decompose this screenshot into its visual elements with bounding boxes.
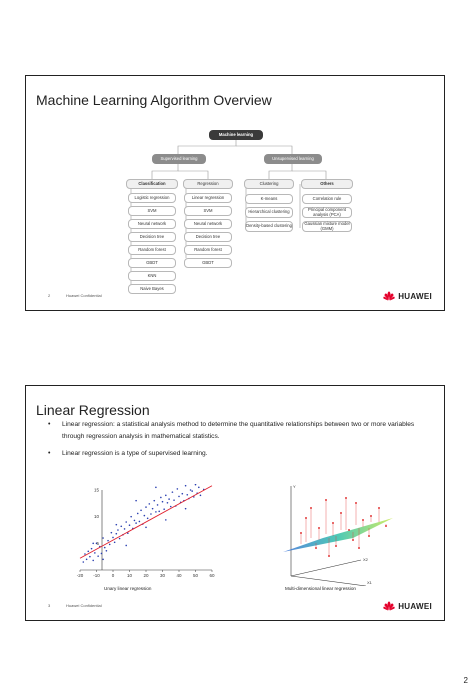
bullet-icon: • xyxy=(48,450,51,457)
document-page-number: 2 xyxy=(463,676,468,685)
tree-node-unsupervised: Unsupervised learning xyxy=(264,154,322,164)
tree-leaf-gbdt: GBDT xyxy=(128,258,176,268)
data-point xyxy=(198,487,200,489)
data-point xyxy=(305,517,307,519)
data-point xyxy=(190,489,192,491)
tree-node-others: Others xyxy=(301,179,353,189)
huawei-petal-icon xyxy=(383,291,395,301)
data-point xyxy=(97,555,99,557)
tree-leaf-random-forest: Random forest xyxy=(184,245,232,255)
tree-leaf-linear-regression: Linear regression xyxy=(184,193,232,203)
data-point xyxy=(86,559,88,561)
footer-page-number: 3 xyxy=(48,603,51,608)
data-point xyxy=(335,545,337,547)
footer-confidential: Huawei Confidential xyxy=(66,603,102,608)
axis-label-x1: X1 xyxy=(367,580,372,585)
tree-node-clustering: Clustering xyxy=(244,179,294,189)
data-point xyxy=(200,495,202,497)
tree-node-regression: Regression xyxy=(183,179,233,189)
axis-label-y: Y xyxy=(293,484,296,489)
data-point xyxy=(114,541,116,543)
data-point xyxy=(92,560,94,562)
x-tick-label: 40 xyxy=(176,573,182,578)
data-point xyxy=(139,521,141,523)
bullet-text: Linear regression is a type of supervised learning. xyxy=(62,450,208,457)
data-point xyxy=(168,498,170,500)
x-tick-label: 20 xyxy=(143,573,149,578)
data-point xyxy=(165,519,167,521)
chart-fit-line xyxy=(80,486,212,559)
bullet-icon: • xyxy=(48,421,51,428)
data-point xyxy=(147,517,149,519)
x-tick-label: 50 xyxy=(192,573,199,578)
data-point xyxy=(135,522,137,524)
data-point xyxy=(116,533,118,535)
footer-confidential: Huawei Confidential xyxy=(66,293,102,298)
data-point xyxy=(182,493,184,495)
tree-node-classification: Classification xyxy=(126,179,178,189)
x-tick-label: 0 xyxy=(111,573,115,578)
huawei-logo xyxy=(383,600,432,612)
tree-leaf-svm: SVM xyxy=(184,206,232,216)
data-point xyxy=(368,535,370,537)
data-point xyxy=(355,502,357,504)
data-point xyxy=(195,484,197,485)
tree-leaf-decision-tree: Decision tree xyxy=(128,232,176,242)
data-point xyxy=(153,500,155,502)
tree-leaf-decision-tree: Decision tree xyxy=(184,232,232,242)
tree-leaf-neural-network: Neural network xyxy=(184,219,232,229)
data-point xyxy=(102,559,104,561)
data-point xyxy=(362,519,364,521)
caption-unary: Unary linear regression xyxy=(104,586,152,591)
footer-page-number: 2 xyxy=(48,293,51,298)
data-point xyxy=(170,506,172,508)
data-point xyxy=(345,497,347,499)
data-point xyxy=(186,494,188,496)
data-point xyxy=(150,513,152,515)
data-point xyxy=(332,522,334,524)
tree-leaf-hierarchical-clustering: Hierarchical clustering xyxy=(245,207,293,218)
y-tick-label: 15 xyxy=(93,487,99,493)
bullet-list xyxy=(44,419,436,465)
data-point xyxy=(358,547,360,549)
data-point xyxy=(135,500,137,502)
slide-linear-regression xyxy=(25,385,445,621)
bullet-item xyxy=(44,448,436,460)
y-tick-label: 10 xyxy=(93,514,99,520)
data-point xyxy=(140,509,142,511)
data-point xyxy=(101,553,103,555)
data-point xyxy=(137,513,139,515)
data-point xyxy=(310,507,312,509)
brand-name: HUAWEI xyxy=(398,291,432,301)
chart-axes xyxy=(80,487,212,570)
tree-leaf-svm: SVM xyxy=(128,206,176,216)
slide-ml-overview xyxy=(25,75,445,311)
chart-ticks xyxy=(77,488,215,579)
x-tick-label: 30 xyxy=(159,573,166,578)
tree-leaf-knn: KNN xyxy=(128,271,176,281)
data-point xyxy=(162,501,164,503)
data-point xyxy=(91,548,93,550)
brand-name: HUAWEI xyxy=(398,601,432,611)
data-point xyxy=(94,552,96,554)
tree-leaf-k-means: K-means xyxy=(245,194,293,204)
axis-label-x2: X2 xyxy=(363,557,368,562)
tree-leaf-density-based-clustering: Density-based clustering xyxy=(245,221,293,232)
y-tick-label: 5 xyxy=(96,540,99,546)
data-point xyxy=(129,524,131,526)
data-point xyxy=(318,527,320,529)
data-point xyxy=(158,511,160,513)
tree-leaf-gmm: Gaussian mixture model (GMM) xyxy=(302,221,352,232)
data-point xyxy=(172,491,174,493)
data-point xyxy=(315,547,317,549)
data-point xyxy=(145,527,147,529)
data-point xyxy=(124,528,126,530)
data-point xyxy=(370,515,372,517)
data-point xyxy=(107,540,109,542)
data-point xyxy=(116,524,118,526)
data-point xyxy=(87,551,89,553)
data-point xyxy=(185,508,187,510)
data-point xyxy=(157,504,159,506)
data-point xyxy=(149,503,151,505)
data-point xyxy=(328,555,330,557)
data-point xyxy=(173,499,175,501)
bullet-item xyxy=(44,419,436,443)
data-point xyxy=(325,499,327,501)
data-point xyxy=(134,520,136,522)
data-point xyxy=(145,506,147,508)
data-point xyxy=(109,544,111,546)
data-point xyxy=(125,521,127,523)
x-tick-label: -10 xyxy=(93,573,100,578)
data-point xyxy=(125,545,127,547)
data-point xyxy=(144,515,146,517)
multi-regression-chart xyxy=(271,478,401,586)
data-point xyxy=(167,502,169,504)
data-point xyxy=(130,516,132,518)
data-point xyxy=(112,537,114,539)
axis-x1-line xyxy=(291,576,366,586)
regression-line xyxy=(80,486,212,559)
data-point xyxy=(160,497,162,499)
data-point xyxy=(155,487,157,489)
unary-regression-chart xyxy=(66,484,216,582)
data-point xyxy=(106,550,108,552)
data-point xyxy=(352,539,354,541)
bullet-text: Linear regression: a statistical analysis method to determine the quantitative relationships between two or more variables through regression analysis in mathematical statistics. xyxy=(62,421,415,440)
data-point xyxy=(111,532,113,534)
huawei-logo xyxy=(383,290,432,302)
x-tick-label: -20 xyxy=(76,573,84,578)
slide-title: Linear Regression xyxy=(36,402,150,418)
tree-leaf-naive-bayes: Naive Bayes xyxy=(128,284,176,294)
tree-leaf-correlation-rule: Correlation rule xyxy=(302,194,352,204)
data-point xyxy=(117,529,119,531)
data-point xyxy=(102,537,104,539)
data-point xyxy=(165,495,167,497)
regression-plane xyxy=(283,518,393,552)
x-tick-label: 10 xyxy=(126,573,133,578)
data-point xyxy=(89,556,91,558)
data-point xyxy=(378,507,380,509)
data-point xyxy=(155,511,157,513)
data-point xyxy=(348,529,350,531)
data-point xyxy=(385,525,387,527)
data-point xyxy=(177,488,179,490)
tree-leaf-pca: Principal component analysis (PCA) xyxy=(302,207,352,218)
data-point xyxy=(185,485,187,487)
axis-x2-line xyxy=(291,560,361,576)
data-point xyxy=(340,512,342,514)
data-point xyxy=(120,525,122,527)
data-point xyxy=(152,508,154,510)
tree-connectors xyxy=(26,76,446,312)
tree-leaf-neural-network: Neural network xyxy=(128,219,176,229)
data-point xyxy=(104,547,106,549)
huawei-petal-icon xyxy=(383,601,395,611)
x-tick-label: 60 xyxy=(209,573,215,578)
data-point xyxy=(163,508,165,510)
tree-leaf-gbdt: GBDT xyxy=(184,258,232,268)
data-point xyxy=(83,561,85,563)
data-point xyxy=(92,543,94,545)
data-point xyxy=(178,496,180,498)
tree-node-supervised: Supervised learning xyxy=(152,154,206,164)
tree-leaf-logistic-regression: Logistic regression xyxy=(128,193,176,203)
data-point xyxy=(191,490,193,492)
caption-multi: Multi-dimensional linear regression xyxy=(285,586,356,591)
tree-leaf-random-forest: Random forest xyxy=(128,245,176,255)
data-point xyxy=(119,538,121,540)
tree-node-root: Machine learning xyxy=(209,130,263,140)
slide-title: Machine Learning Algorithm Overview xyxy=(36,92,272,108)
data-point xyxy=(300,532,302,534)
data-point xyxy=(84,553,86,555)
